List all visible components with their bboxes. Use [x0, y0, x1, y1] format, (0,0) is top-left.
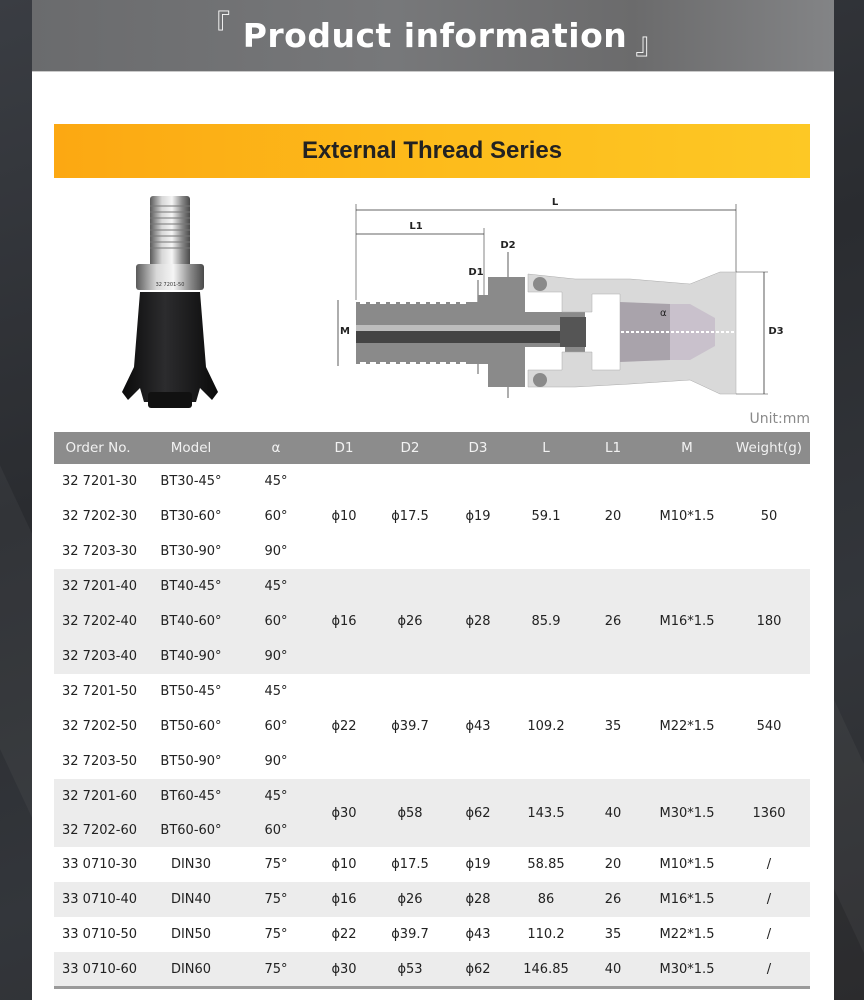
model-cell: DIN30: [142, 847, 240, 882]
order-no-cell: 32 7201-40: [54, 569, 142, 604]
dim-L-label: L: [551, 197, 559, 208]
column-header: D2: [376, 432, 444, 464]
order-no-cell: 32 7201-50: [54, 674, 142, 709]
m-cell: M22*1.5: [646, 917, 728, 952]
alpha-cell: 60°: [240, 813, 312, 847]
alpha-cell: 60°: [240, 499, 312, 534]
l1-cell: 20: [580, 847, 646, 882]
d1-cell: ϕ10: [312, 464, 376, 569]
alpha-cell: 90°: [240, 639, 312, 674]
alpha-cell: 90°: [240, 534, 312, 569]
column-header: D3: [444, 432, 512, 464]
weight-cell: /: [728, 847, 810, 882]
order-no-cell: 32 7203-30: [54, 534, 142, 569]
corner-bracket-right-icon: 』: [635, 26, 666, 62]
weight-cell: 50: [728, 464, 810, 569]
d2-cell: ϕ26: [376, 882, 444, 917]
tool-holder-photo-icon: [120, 192, 240, 414]
l-cell: 146.85: [512, 952, 580, 987]
column-header: D1: [312, 432, 376, 464]
alpha-cell: 75°: [240, 882, 312, 917]
model-cell: BT60-45°: [142, 779, 240, 813]
m-cell: M30*1.5: [646, 952, 728, 987]
d2-cell: ϕ39.7: [376, 917, 444, 952]
d1-cell: ϕ22: [312, 917, 376, 952]
alpha-cell: 90°: [240, 744, 312, 779]
dim-M-label: M: [340, 326, 350, 337]
l-cell: 86: [512, 882, 580, 917]
alpha-cell: 75°: [240, 917, 312, 952]
alpha-cell: 45°: [240, 779, 312, 813]
page-title-text: Product information: [242, 16, 628, 55]
d1-cell: ϕ30: [312, 779, 376, 847]
table-row: [54, 779, 810, 813]
order-no-cell: 33 0710-50: [54, 917, 142, 952]
column-header: Weight(g): [728, 432, 810, 464]
m-cell: M16*1.5: [646, 882, 728, 917]
l-cell: 58.85: [512, 847, 580, 882]
svg-text:32 7201-50: 32 7201-50: [155, 282, 185, 288]
l1-cell: 40: [580, 779, 646, 847]
l1-cell: 35: [580, 674, 646, 779]
table-row: [54, 674, 810, 709]
l1-cell: 40: [580, 952, 646, 987]
d1-cell: ϕ22: [312, 674, 376, 779]
alpha-cell: 45°: [240, 674, 312, 709]
m-cell: M30*1.5: [646, 779, 728, 847]
corner-bracket-left-icon: 『: [200, 8, 231, 44]
weight-cell: 1360: [728, 779, 810, 847]
d3-cell: ϕ28: [444, 569, 512, 674]
d3-cell: ϕ19: [444, 847, 512, 882]
order-no-cell: 32 7202-40: [54, 604, 142, 639]
d3-cell: ϕ28: [444, 882, 512, 917]
l-cell: 59.1: [512, 464, 580, 569]
column-header: L1: [580, 432, 646, 464]
d2-cell: ϕ58: [376, 779, 444, 847]
order-no-cell: 33 0710-60: [54, 952, 142, 987]
model-cell: BT50-60°: [142, 709, 240, 744]
d3-cell: ϕ43: [444, 674, 512, 779]
alpha-cell: 45°: [240, 569, 312, 604]
model-cell: DIN60: [142, 952, 240, 987]
order-no-cell: 32 7202-60: [54, 813, 142, 847]
l1-cell: 35: [580, 917, 646, 952]
alpha-cell: 75°: [240, 952, 312, 987]
model-cell: BT40-90°: [142, 639, 240, 674]
dim-D1-label: D1: [468, 267, 484, 278]
weight-cell: /: [728, 952, 810, 987]
page-title: [200, 8, 666, 62]
order-no-cell: 32 7201-60: [54, 779, 142, 813]
dim-L1-label: L1: [409, 221, 423, 232]
d1-cell: ϕ30: [312, 952, 376, 987]
technical-diagram: [330, 192, 800, 407]
model-cell: BT50-45°: [142, 674, 240, 709]
weight-cell: 540: [728, 674, 810, 779]
table-header-row: [54, 432, 810, 464]
m-cell: M10*1.5: [646, 847, 728, 882]
table-row: [54, 464, 810, 499]
m-cell: M16*1.5: [646, 569, 728, 674]
l-cell: 143.5: [512, 779, 580, 847]
model-cell: BT40-60°: [142, 604, 240, 639]
m-cell: M22*1.5: [646, 674, 728, 779]
d2-cell: ϕ17.5: [376, 847, 444, 882]
weight-cell: 180: [728, 569, 810, 674]
model-cell: BT30-45°: [142, 464, 240, 499]
order-no-cell: 32 7203-50: [54, 744, 142, 779]
model-cell: BT50-90°: [142, 744, 240, 779]
l1-cell: 20: [580, 464, 646, 569]
d2-cell: ϕ39.7: [376, 674, 444, 779]
column-header: Model: [142, 432, 240, 464]
order-no-cell: 33 0710-30: [54, 847, 142, 882]
order-no-cell: 33 0710-40: [54, 882, 142, 917]
d2-cell: ϕ53: [376, 952, 444, 987]
model-cell: BT30-60°: [142, 499, 240, 534]
model-cell: DIN50: [142, 917, 240, 952]
table-row: [54, 952, 810, 987]
d3-cell: ϕ19: [444, 464, 512, 569]
alpha-cell: 75°: [240, 847, 312, 882]
table-row: [54, 882, 810, 917]
alpha-cell: 45°: [240, 464, 312, 499]
spec-table: [54, 432, 810, 987]
d2-cell: ϕ26: [376, 569, 444, 674]
d1-cell: ϕ16: [312, 569, 376, 674]
model-cell: BT60-60°: [142, 813, 240, 847]
table-row: [54, 917, 810, 952]
l-cell: 109.2: [512, 674, 580, 779]
series-title: External Thread Series: [301, 137, 563, 164]
d2-cell: ϕ17.5: [376, 464, 444, 569]
d1-cell: ϕ10: [312, 847, 376, 882]
series-banner: [54, 124, 810, 178]
order-no-cell: 32 7202-50: [54, 709, 142, 744]
d3-cell: ϕ62: [444, 779, 512, 847]
unit-label: Unit:mm: [749, 411, 810, 427]
l1-cell: 26: [580, 882, 646, 917]
order-no-cell: 32 7203-40: [54, 639, 142, 674]
m-cell: M10*1.5: [646, 464, 728, 569]
column-header: Order No.: [54, 432, 142, 464]
l1-cell: 26: [580, 569, 646, 674]
model-cell: BT40-45°: [142, 569, 240, 604]
dim-D3-label: D3: [768, 326, 784, 337]
dim-alpha-label: α: [660, 308, 667, 319]
column-header: M: [646, 432, 728, 464]
d1-cell: ϕ16: [312, 882, 376, 917]
table-row: [54, 847, 810, 882]
l-cell: 110.2: [512, 917, 580, 952]
weight-cell: /: [728, 917, 810, 952]
weight-cell: /: [728, 882, 810, 917]
model-cell: DIN40: [142, 882, 240, 917]
table-bottom-rule: [54, 986, 810, 989]
d3-cell: ϕ62: [444, 952, 512, 987]
alpha-cell: 60°: [240, 709, 312, 744]
model-cell: BT30-90°: [142, 534, 240, 569]
l-cell: 85.9: [512, 569, 580, 674]
alpha-cell: 60°: [240, 604, 312, 639]
column-header: α: [240, 432, 312, 464]
column-header: L: [512, 432, 580, 464]
page-header: [32, 0, 834, 72]
d3-cell: ϕ43: [444, 917, 512, 952]
dim-D2-label: D2: [500, 240, 516, 251]
order-no-cell: 32 7202-30: [54, 499, 142, 534]
table-row: [54, 569, 810, 604]
order-no-cell: 32 7201-30: [54, 464, 142, 499]
